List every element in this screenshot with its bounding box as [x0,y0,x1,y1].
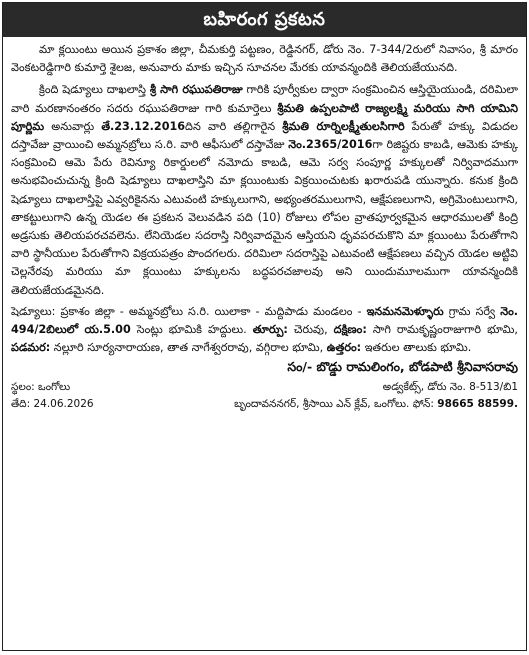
intro-paragraph: మా క్లయింటు అయిన ప్రకాశం జిల్లా, చీమకుర్తి పట్టణం, రెడ్డినగర్, డోరు నెం. 7-344/2రులో నివాసం, శ్రీ మారం వెంకటరెడ్డిగారి కుమార్తె శైలజ, అనువారు మాకు ఇచ్చిన సూచనల మేరకు యావన్మందికి తెలియజేయునది. [11,43,518,75]
main-text-b: గారికి పూర్వీకుల ద్వారా సంక్రమించిన ఆస్తియైయుండి, దరిమిలా వారి మరణానంతరం సదరు రఘుపతిరాజు గారి కుమార్తెలు [11,83,519,115]
place: స్థలం: ఒంగోలు [11,381,71,394]
name-mother: శ్రీమతి రూర్నిలక్ష్మీతులసిగారి [282,119,405,133]
main-text-e: పేరుతో హక్కు విడుదల దస్తావేజు వ్రాయించి అమ్మనబ్రోలు స.రి. వారి ఆఫీసులో దస్తావేజు [11,119,518,152]
main-text-c: అనువార్లు [44,119,102,133]
signature-row [11,359,518,378]
public-notice [2,2,527,651]
notice-title: బహిరంగ ప్రకటన [3,3,526,37]
south-label: దక్షిణం: [333,323,367,337]
east-label: తూర్పు: [252,323,288,337]
footer-row-2 [11,396,518,412]
main-paragraph [11,81,518,299]
schedule-text-a: షెడ్యూలు: ప్రకాశం జిల్లా - అమ్మనబ్రోలు స.రి. యిలాకా - మద్దిపాడు మండలం - [11,304,367,318]
advocate-address: అడ్వకేట్స్, డోరు నెం. 8-513/బి1 [382,381,518,394]
south-text: సాగి రామకృష్ణంరాజుగారి భూమి, [366,323,518,337]
phone-number: 98665 88599. [437,398,518,411]
contact-line [234,396,518,412]
document-number: నెం.2365/2016 [288,138,373,152]
schedule-paragraph [11,303,518,358]
name-raghupathiraju: శ్రీ సాగి రఘుపతిరాజు [149,83,243,97]
east-text: చెరువు, [287,323,334,337]
schedule-text-c: సెంట్లు భూమికి హద్దులు. [130,323,253,337]
main-text-f: గా రిజిష్టరు కాబడి, ఆమెకు హక్కు సంక్రమించి ఆమె పేరు రెవిన్యూ రికార్డులలో నమోదు కాబడి, ఆమె సర్వ సంపూర్ణ హక్కులతో నిర్వివాదముగా అనుభవించుచున్న క్రింది షెడ్యూలు దాఖలాస్తిని మా క్లయింటుకు విక్రయించుటకు ఖరారుపడి యున్నారు. కనుక క్రింది షెడ్యూలు దాఖలాస్తిపై ఎవ్వరికైనను ఎటువంటి హక్కులుగాని, అభ్యంతరములుగాని, ఆక్షేపణలుగాని, అగ్రిమెంటులుగాని, తాకట్టులుగాని ఉన్న యెడల ఈ ప్రకటన వెలువడిన పది (10) రోజులు లోపల వ్రాతపూర్వకమైన ఆధారములతో కింద్రి అడ్రసుకు తెలియపరచవలెను. లేనియెడల సదరాస్తి నిర్వివాదమైన ఆస్తియని ధృవపరచుకొని మా క్లయింటు పేరుతోగాని వారి స్థానీయుల పేరుతోగాని విక్రయపత్రం పొందగలరు. దరిమిలా సదరాస్తిపై ఎటువంటి ఆక్షేపణలు వచ్చిన యెడల అట్టివి చెల్లనేరవు మరియు మా క్లయింటు హక్కులను బద్ధపరచజాలవు అని యిందుమూలముగా యావన్మందికి తెలియజేయడమైనది. [11,138,518,297]
address: బృందావననగర్, శ్రీసాయి ఎన్ క్లేవ్, ఒంగోలు. ఫోన్: [234,398,438,411]
main-text-a: క్రింది షెడ్యూలు దాఖలాస్తి [39,83,150,97]
north-text: ఇతరుల తాలుకు భూమి. [361,341,472,355]
name-daughters: శ్రీమతి ఉప్పలపాటి రాజ్యలక్ష్మి మరియు సాగి యామిని పూర్ణిమ [11,101,518,133]
notice-date: తేది: 24.06.2026 [11,398,94,411]
signature: సం/- బొడ్డు రామలింగం, బోడపాటి శ్రీనివాసరావు [287,359,518,375]
release-date: తే.23.12.2016 [101,119,186,133]
north-label: ఉత్తరం: [326,341,362,355]
west-label: పడమర: [11,341,51,355]
schedule-text-b: గ్రామ సర్వే [443,304,501,318]
footer-row-1 [11,379,518,395]
schedule-village: ఇనమనమెళ్ళూరు [366,304,444,318]
main-text-d: దిన వారి తల్లిగారైన [185,119,283,133]
west-text: నల్లూరి సూర్యనారాయణ, తాత నాగేశ్వరరావు, వగ్గిరాల భూమి, [50,341,327,355]
schedule-survey: నెం. 494/2బిలులో య.5.00 [11,304,518,337]
